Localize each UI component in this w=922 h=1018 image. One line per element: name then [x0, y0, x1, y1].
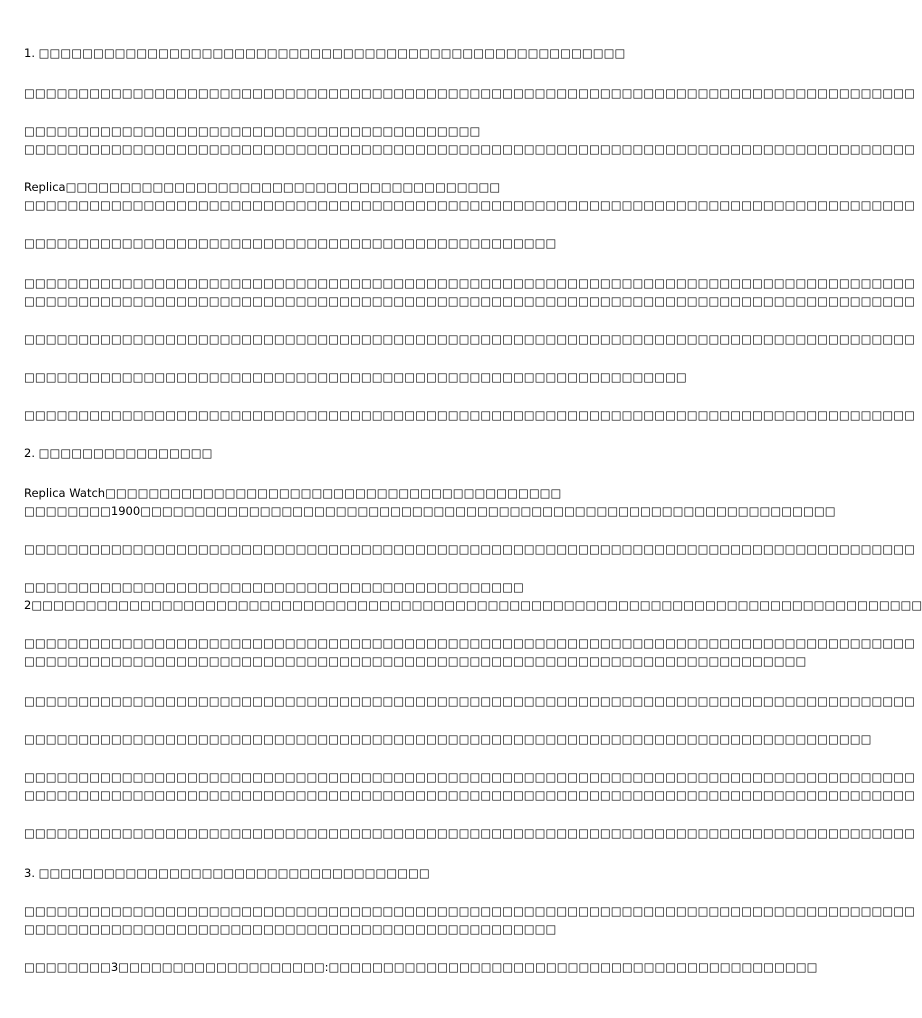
- paragraph-line: □□□□□□□□□□□□□□□□□□□□□□□□□□□□□□□□□□□□□□□□□□□□□□□□□□□□□□□□□□□□□□□□□□□□□□□□□□□□□□□□□□: [24, 904, 915, 918]
- heading-section-1: 1. □□□□□□□□□□□□□□□□□□□□□□□□□□□□□□□□□□□□□□□□□□□□□□□□□□□□□□: [24, 46, 626, 60]
- paragraph-line: □□□□□□□□□□□□□□□□□□□□□□□□□□□□□□□□□□□□□□□□□□□□□□□□□□□□□□□□□□□□□□□□□□□□□□□□□□□□□□□□□□: [24, 294, 915, 308]
- paragraph-line: □□□□□□□□□□□□□□□□□□□□□□□□□□□□□□□□□□□□□□□□□□□□□□□□□□□□□□□□□□□□□□□□□□□□□□□□□□□□□□□□□□: [24, 276, 915, 290]
- paragraph-line: Replica□□□□□□□□□□□□□□□□□□□□□□□□□□□□□□□□□□□□□□□□: [24, 180, 501, 194]
- paragraph-line: □□□□□□□□□□□□□□□□□□□□□□□□□□□□□□□□□□□□□□□□□□□□□□: [24, 580, 524, 594]
- paragraph-line: □□□□□□□□□□□□□□□□□□□□□□□□□□□□□□□□□□□□□□□□□□□□□□□□□□□□□□□□□□□□□□□□□□□□□□□□: [24, 654, 807, 668]
- paragraph-line: □□□□□□□□□□□□□□□□□□□□□□□□□□□□□□□□□□□□□□□□□□□□□□□□□□□□□□□□□□□□□□□□□□□□□□□□□□□□□□□□□□: [24, 86, 915, 100]
- paragraph-line: 2□□□□□□□□□□□□□□□□□□□□□□□□□□□□□□□□□□□□□□□□□□□□□□□□□□□□□□□□□□□□□□□□□□□□□□□□□□□□□□□□□□: [24, 598, 922, 612]
- paragraph-line: Replica Watch□□□□□□□□□□□□□□□□□□□□□□□□□□□□□□□□□□□□□□□□□□: [24, 486, 562, 500]
- paragraph-line: □□□□□□□□□□□□□□□□□□□□□□□□□□□□□□□□□□□□□□□□□□□□□□□□□□□□□□□□□□□□□□□□□□□□□□□□□□□□□□: [24, 732, 872, 746]
- paragraph-line: □□□□□□□□□□□□□□□□□□□□□□□□□□□□□□□□□□□□□□□□□□□□□□□□□□□□□□□□□□□□□□□□□□□□□□□□□□□□□□□□□□: [24, 770, 915, 784]
- paragraph-line: □□□□□□□□1900□□□□□□□□□□□□□□□□□□□□□□□□□□□□□□□□□□□□□□□□□□□□□□□□□□□□□□□□□□□□□□□□: [24, 504, 836, 518]
- paragraph-line: □□□□□□□□□□□□□□□□□□□□□□□□□□□□□□□□□□□□□□□□□□□□□□□□□□□□□□□□□□□□□□□□□□□□□□□□□□□□□□□□□□: [24, 408, 915, 422]
- paragraph-line: □□□□□□□□□□□□□□□□□□□□□□□□□□□□□□□□□□□□□□□□□□□□□□□□□□□□□□□□□□□□□□□□□□□□□□□□□□□□□□□□□□: [24, 788, 915, 802]
- paragraph-line: □□□□□□□□□□□□□□□□□□□□□□□□□□□□□□□□□□□□□□□□□□□□□□□□□□□□□□□□□□□□□□□□□□□□□□□□□□□□□□□□□□: [24, 332, 915, 346]
- paragraph-line: □□□□□□□□□□□□□□□□□□□□□□□□□□□□□□□□□□□□□□□□□□□□□□□□□□□□□□□□□□□□□: [24, 370, 687, 384]
- document-page: [24, 0, 922, 1018]
- paragraph-line: □□□□□□□□□□□□□□□□□□□□□□□□□□□□□□□□□□□□□□□□□□□□□□□□□: [24, 236, 557, 250]
- paragraph-line: □□□□□□□□□□□□□□□□□□□□□□□□□□□□□□□□□□□□□□□□□□□□□□□□□□□□□□□□□□□□□□□□□□□□□□□□□□□□□□□□□□: [24, 636, 915, 650]
- paragraph-line: □□□□□□□□□□□□□□□□□□□□□□□□□□□□□□□□□□□□□□□□□□□□□□□□□□□□□□□□□□□□□□□□□□□□□□□□□□□□□□□□□□: [24, 142, 915, 156]
- heading-section-2: 2. □□□□□□□□□□□□□□□□: [24, 446, 213, 460]
- paragraph-line: □□□□□□□□□□□□□□□□□□□□□□□□□□□□□□□□□□□□□□□□□□□□□□□□□□□□□□□□□□□□□□□□□□□□□□□□□□□□□□□□□□: [24, 198, 915, 212]
- paragraph-line: □□□□□□□□3□□□□□□□□□□□□□□□□□□□:□□□□□□□□□□□□□□□□□□□□□□□□□□□□□□□□□□□□□□□□□□□□□: [24, 960, 818, 974]
- paragraph-line: □□□□□□□□□□□□□□□□□□□□□□□□□□□□□□□□□□□□□□□□□□: [24, 124, 481, 138]
- heading-section-3: 3. □□□□□□□□□□□□□□□□□□□□□□□□□□□□□□□□□□□□: [24, 866, 430, 880]
- paragraph-line: □□□□□□□□□□□□□□□□□□□□□□□□□□□□□□□□□□□□□□□□□□□□□□□□□□□□□□□□□□□□□□□□□□□□□□□□□□□□□□□□□□: [24, 542, 915, 556]
- paragraph-line: □□□□□□□□□□□□□□□□□□□□□□□□□□□□□□□□□□□□□□□□□□□□□□□□□: [24, 922, 557, 936]
- paragraph-line: □□□□□□□□□□□□□□□□□□□□□□□□□□□□□□□□□□□□□□□□□□□□□□□□□□□□□□□□□□□□□□□□□□□□□□□□□□□□□□□□□□: [24, 826, 915, 840]
- paragraph-line: □□□□□□□□□□□□□□□□□□□□□□□□□□□□□□□□□□□□□□□□□□□□□□□□□□□□□□□□□□□□□□□□□□□□□□□□□□□□□□□□□□: [24, 694, 915, 708]
